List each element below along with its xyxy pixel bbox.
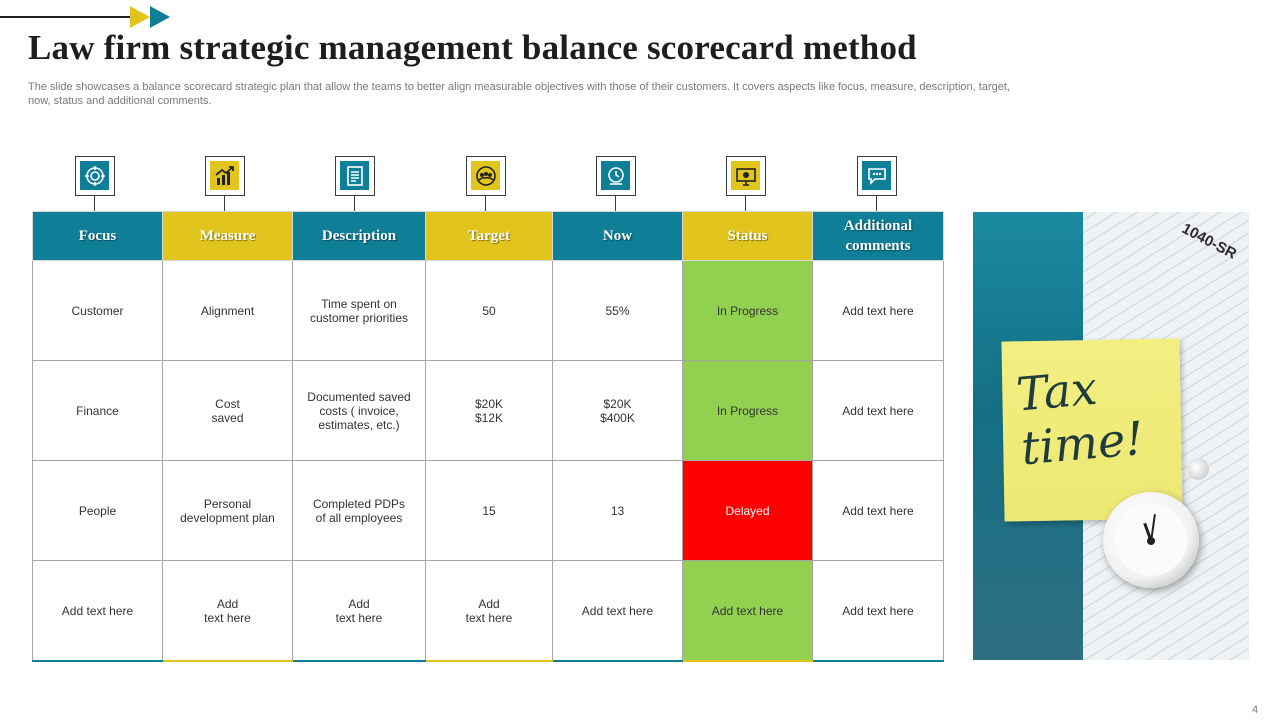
teal-arrow-icon	[150, 6, 170, 28]
cell-description[interactable]: Add text here	[293, 561, 426, 662]
cell-description: Time spent on customer priorities	[293, 261, 426, 361]
cell-comments[interactable]: Add text here	[813, 461, 944, 561]
document-list-icon	[335, 156, 375, 196]
chat-comment-icon	[857, 156, 897, 196]
team-group-icon	[466, 156, 506, 196]
cell-now: 55%	[553, 261, 683, 361]
cell-target: 50	[426, 261, 553, 361]
cell-measure[interactable]: Add text here	[163, 561, 293, 662]
cell-status[interactable]: Add text here	[683, 561, 813, 662]
cell-status: In Progress	[683, 261, 813, 361]
table-row	[33, 261, 944, 361]
cell-now: $20K $400K	[553, 361, 683, 461]
yellow-arrow-icon	[130, 6, 150, 28]
decorative-line	[0, 16, 132, 18]
cell-focus: People	[33, 461, 163, 561]
cell-target[interactable]: Add text here	[426, 561, 553, 662]
cell-now: 13	[553, 461, 683, 561]
table-row	[33, 561, 944, 662]
page-number: 4	[1252, 704, 1259, 716]
cell-description: Completed PDPs of all employees	[293, 461, 426, 561]
cell-focus[interactable]: Add text here	[33, 561, 163, 662]
cell-description: Documented saved costs ( invoice, estimates, etc.)	[293, 361, 426, 461]
tax-form-label: 1040-SR	[1179, 220, 1240, 263]
header-focus: Focus	[33, 212, 163, 261]
cell-comments[interactable]: Add text here	[813, 361, 944, 461]
cell-measure: Cost saved	[163, 361, 293, 461]
header-now: Now	[553, 212, 683, 261]
clock-now-icon	[596, 156, 636, 196]
cell-now[interactable]: Add text here	[553, 561, 683, 662]
slide-subtitle: The slide showcases a balance scorecard strategic plan that allow the teams to better align measurable objectives with those of their customers. It covers aspects like focus, measure, description, target, now, status and additional comments.	[28, 81, 1010, 107]
tax-time-photo	[973, 212, 1249, 660]
cell-measure: Alignment	[163, 261, 293, 361]
balance-scorecard-table	[32, 211, 944, 662]
alarm-clock-icon	[1103, 492, 1199, 588]
table-header-row	[33, 212, 944, 261]
cell-comments[interactable]: Add text here	[813, 561, 944, 662]
cell-focus: Finance	[33, 361, 163, 461]
table-row	[33, 361, 944, 461]
header-description: Description	[293, 212, 426, 261]
cell-measure: Personal development plan	[163, 461, 293, 561]
slide-title: Law firm strategic management balance scorecard method	[28, 28, 917, 67]
clock-bell	[1187, 458, 1209, 480]
cell-status: In Progress	[683, 361, 813, 461]
cell-target: 15	[426, 461, 553, 561]
table-row	[33, 461, 944, 561]
target-focus-icon	[75, 156, 115, 196]
monitor-status-icon	[726, 156, 766, 196]
growth-chart-icon	[205, 156, 245, 196]
header-status: Status	[683, 212, 813, 261]
header-measure: Measure	[163, 212, 293, 261]
header-additional-comments: Additional comments	[813, 212, 944, 261]
cell-status: Delayed	[683, 461, 813, 561]
header-target: Target	[426, 212, 553, 261]
cell-focus: Customer	[33, 261, 163, 361]
cell-comments[interactable]: Add text here	[813, 261, 944, 361]
sticky-note-text: Tax time!	[1014, 360, 1146, 476]
cell-target: $20K $12K	[426, 361, 553, 461]
